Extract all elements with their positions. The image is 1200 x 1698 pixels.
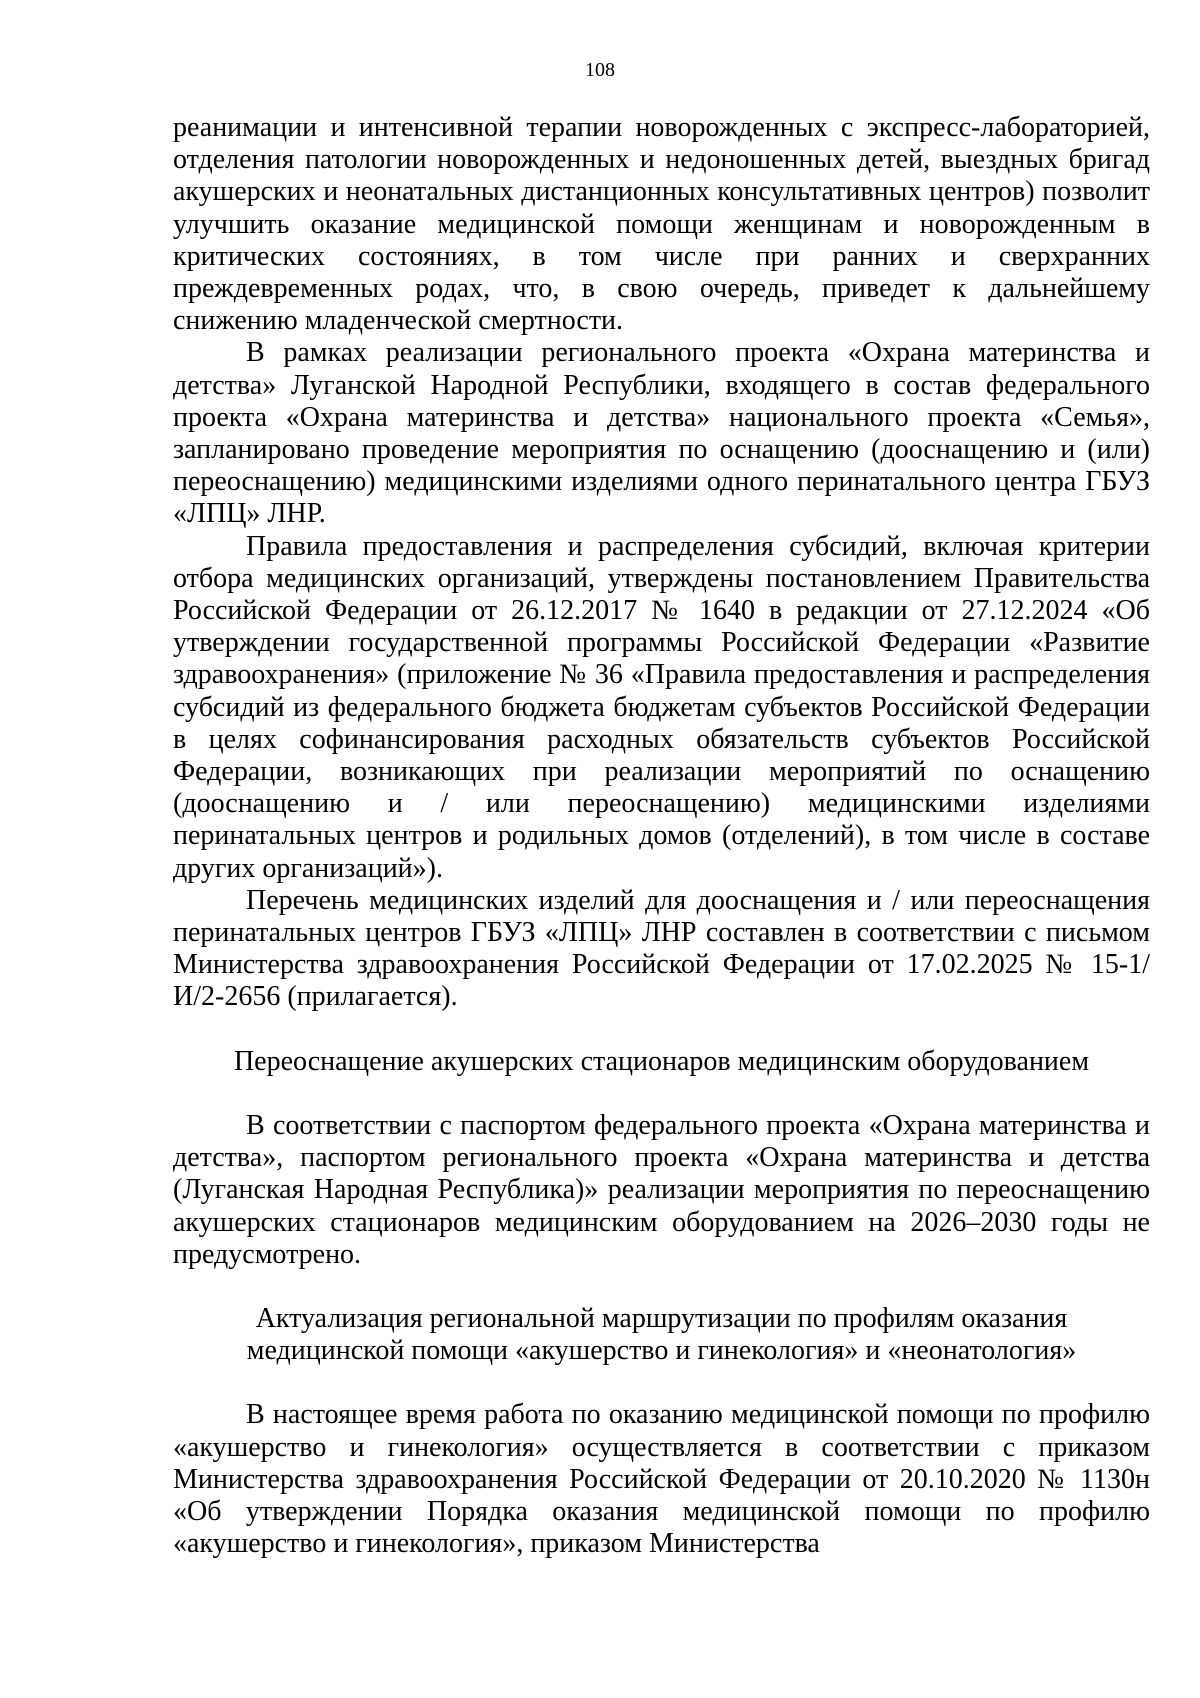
paragraph-subsidy-rules: Правила предоставления и распределения субсидий, включая критерии отбора медицинских организаций, утверждены постановлением Правительства Российской Федерации от 26.12.2017 № 1640 в редакции от 27.12.2024 «Об утверждении государственной программы Российской Федерации «Развитие здравоохранения» (приложение № 36 «Правила предоставления и распределения субсидий из федерального бюджета бюджетам субъектов Российской Федерации в целях софинансирования расходных обязательств субъектов Российской Федерации, возникающих при реализации мероприятий по оснащению (дооснащению и / или переоснащению) медицинскими изделиями перинатальных центров и родильных домов (отделений), в том числе в составе других организаций»). (173, 530, 1150, 884)
section-heading-routing-line2: медицинской помощи «акушерство и гинекология» и «неонатология» (246, 1335, 1077, 1367)
paragraph-current-work: В настоящее время работа по оказанию медицинской помощи по профилю «акушерство и гинекология» осуществляется в соответствии с приказом Министерства здравоохранения Российской Федерации от 20.10.2020 № 1130н «Об утверждении Порядка оказания медицинской помощи по профилю «акушерство и гинекология», приказом Министерства (173, 1399, 1150, 1560)
paragraph-reequipment: В соответствии с паспортом федерального проекта «Охрана материнства и детства», паспортом регионального проекта «Охрана материнства и детства (Луганская Народная Республика)» реализации мероприятия по переоснащению акушерских стационаров медицинским оборудованием на 2026–2030 годы не предусмотрено. (173, 1109, 1150, 1270)
section-heading-routing-line1: Актуализация региональной маршрутизации по профилям оказания (255, 1302, 1068, 1334)
section-heading-routing (173, 1303, 1150, 1367)
paragraph-continuation: реанимации и интенсивной терапии новорожденных с экспресс-лабораторией, отделения патологии новорожденных и недоношенных детей, выездных бригад акушерских и неонатальных дистанционных консультативных центров) позволит улучшить оказание медицинской помощи женщинам и новорожденным в критических состояниях, в том числе при ранних и сверхранних преждевременных родах, что, в свою очередь, приведет к дальнейшему снижению младенческой смертности. (173, 112, 1150, 337)
paragraph-regional-project: В рамках реализации регионального проекта «Охрана материнства и детства» Луганской Народной Республики, входящего в состав федерального проекта «Охрана материнства и детства» национального проекта «Семья», запланировано проведение мероприятия по оснащению (дооснащению и (или) переоснащению) медицинскими изделиями одного перинатального центра ГБУЗ «ЛПЦ» ЛНР. (173, 337, 1150, 530)
section-heading-reequipment: Переоснащение акушерских стационаров медицинским оборудованием (233, 1045, 1090, 1077)
document-body (173, 112, 1150, 1560)
page-number: 108 (585, 59, 615, 81)
paragraph-equipment-list: Перечень медицинских изделий для дооснащения и / или переоснащения перинатальных центров ГБУЗ «ЛПЦ» ЛНР составлен в соответствии с письмом Министерства здравоохранения Российской Федерации от 17.02.2025 № 15-1/И/2-2656 (прилагается). (173, 884, 1150, 1013)
